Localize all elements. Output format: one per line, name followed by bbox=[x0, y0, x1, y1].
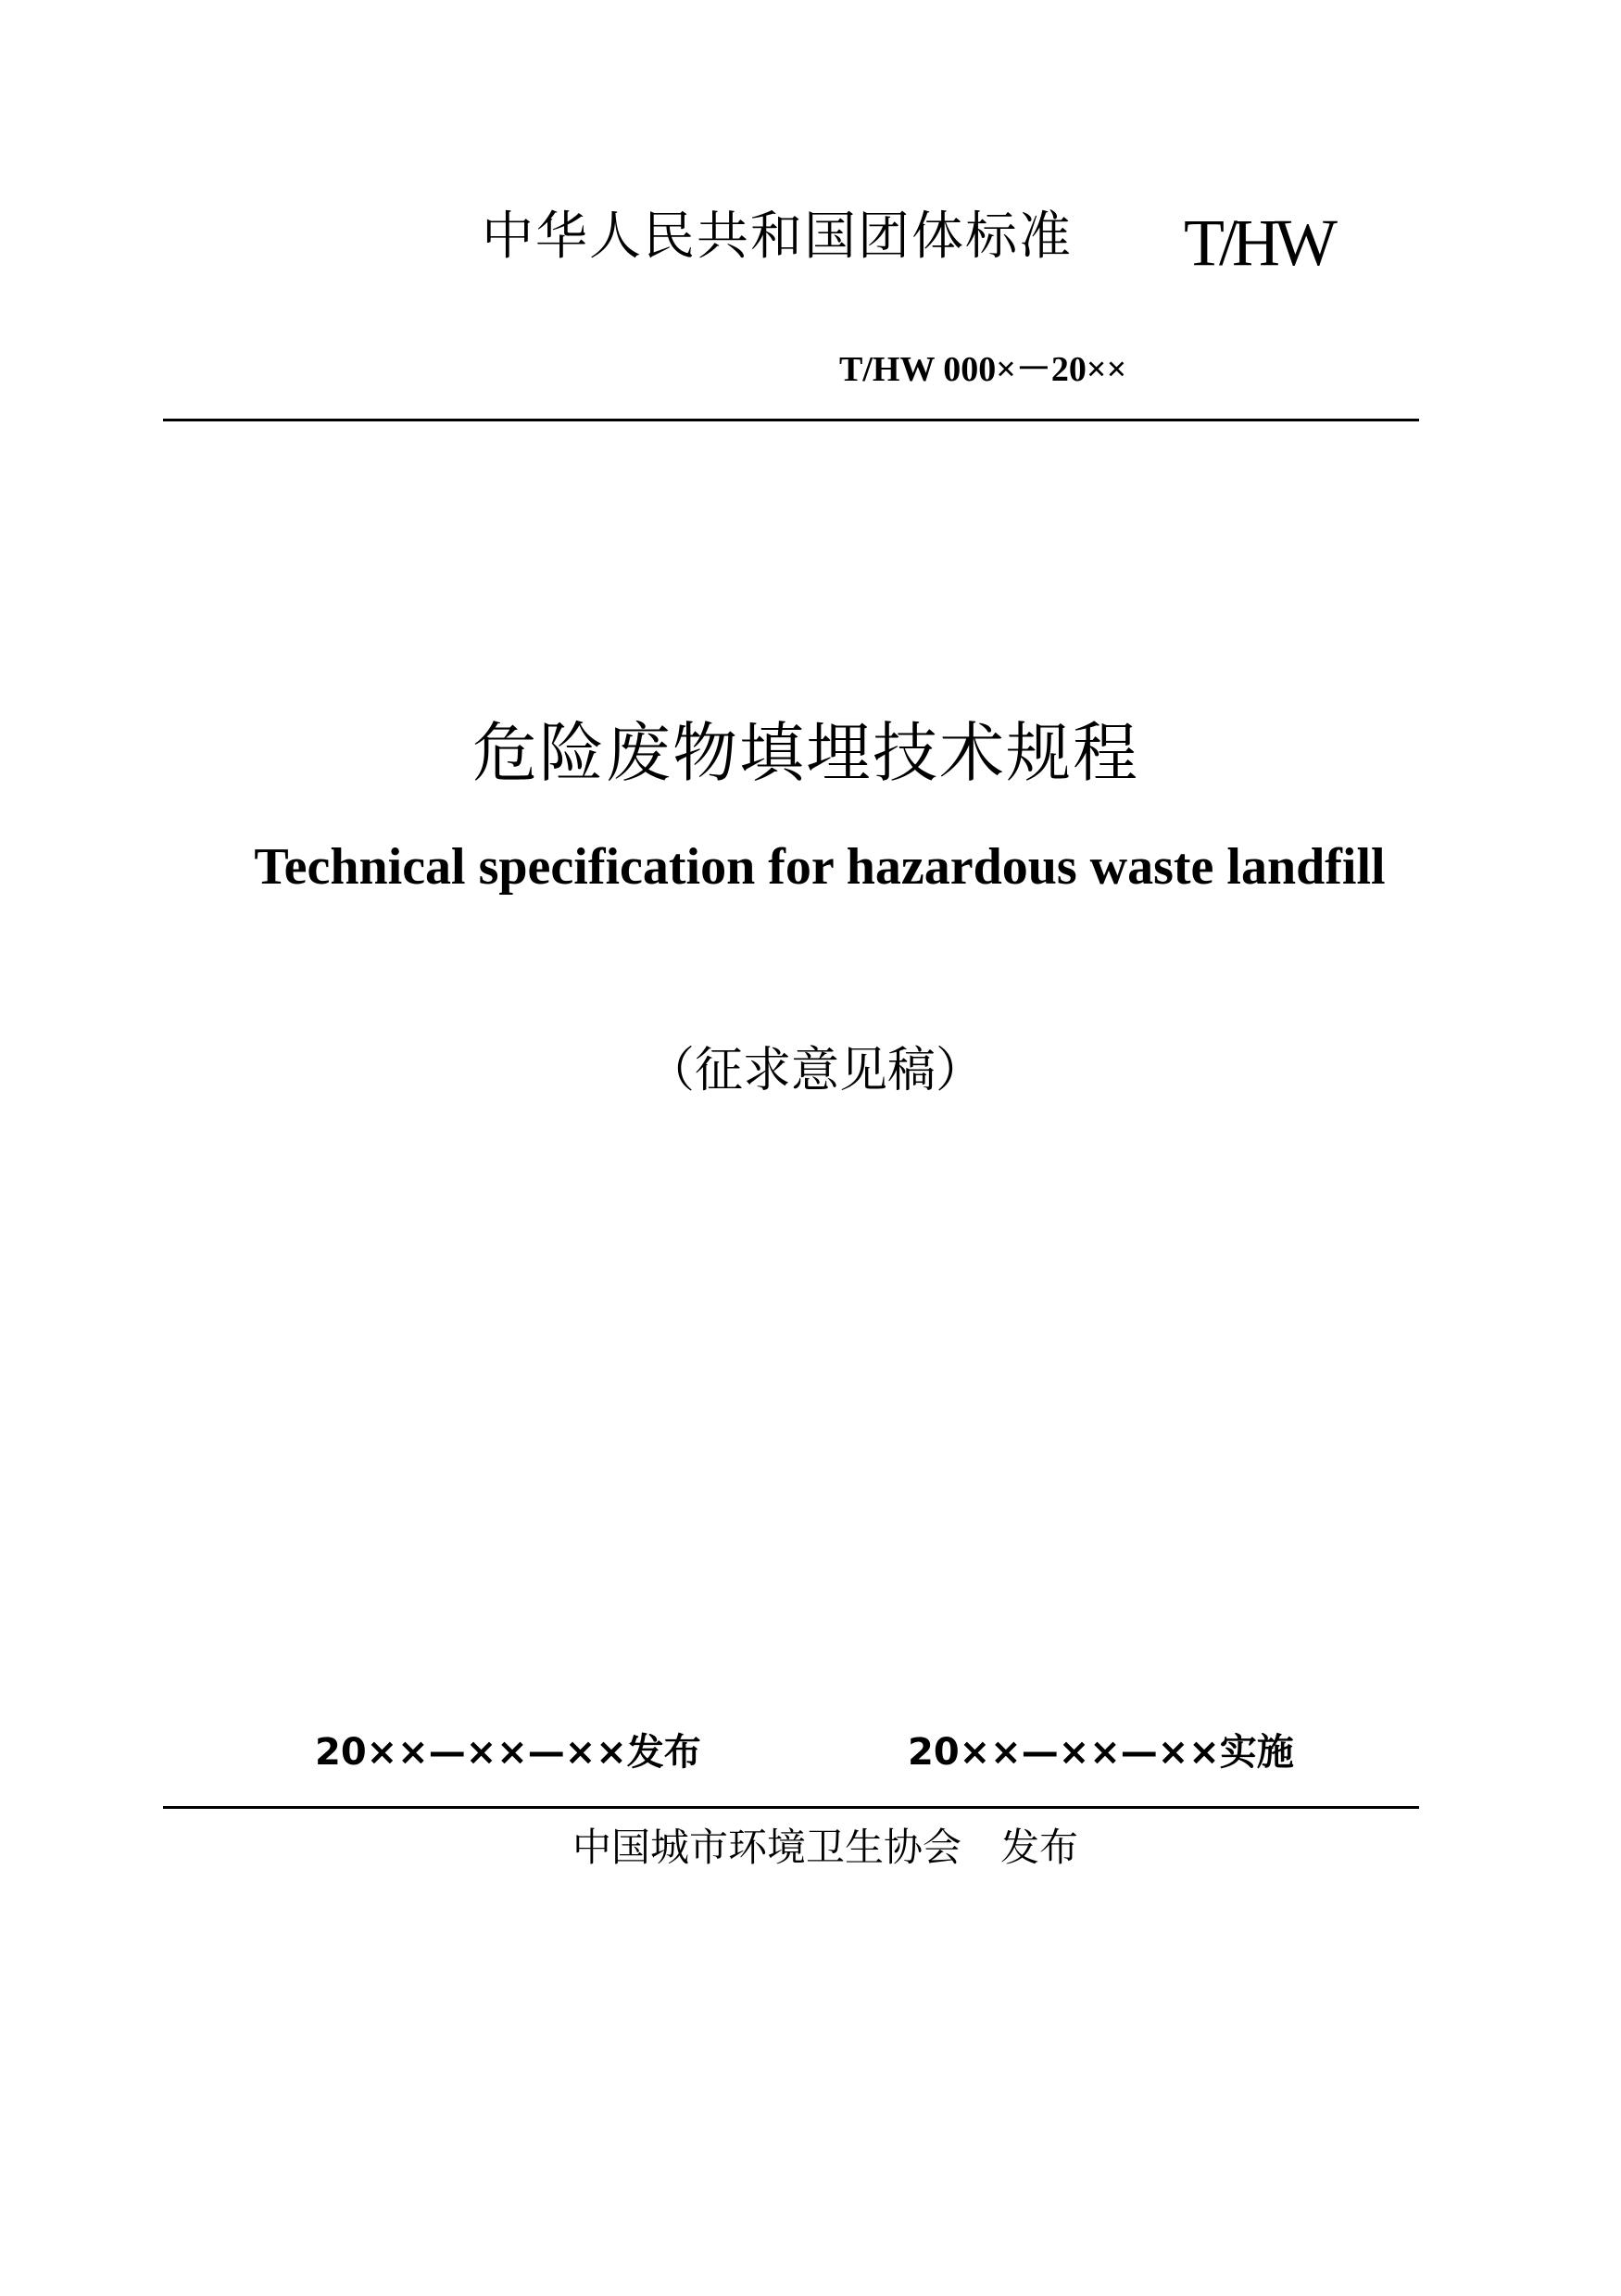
bottom-divider bbox=[163, 1806, 1419, 1809]
document-title-english bbox=[0, 838, 1621, 896]
effective-date: 20××—××—××实施 bbox=[908, 1731, 1294, 1774]
standard-category-title: 中华人民共和国团体标准 bbox=[482, 207, 1073, 267]
document-title-english-text: Technical specification for hazardous waste landfill bbox=[254, 838, 1386, 896]
draft-status-text: （征求意见稿） bbox=[646, 1043, 984, 1098]
standard-code-logo: T/HW bbox=[1184, 206, 1332, 280]
document-title-chinese-text: 危险废物填埋技术规程 bbox=[472, 715, 1139, 791]
publisher-line: 中国城市环境卫生协会 发布 bbox=[572, 1825, 1079, 1870]
document-title-chinese bbox=[0, 715, 1621, 791]
standard-number: T/HW 000×－20×× bbox=[839, 350, 1127, 389]
top-divider bbox=[163, 419, 1419, 421]
release-date: 20××—××—××发布 bbox=[315, 1731, 701, 1774]
draft-status bbox=[0, 1043, 1621, 1098]
